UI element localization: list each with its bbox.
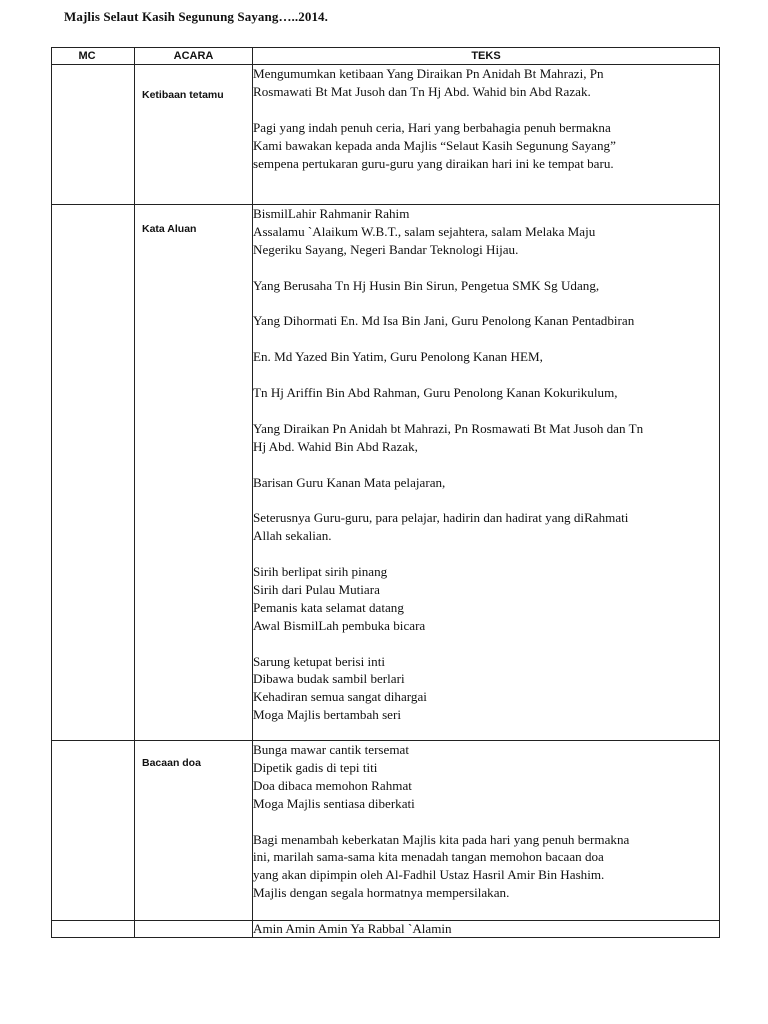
teks-line: Moga Majlis sentiasa diberkati (253, 795, 415, 811)
program-script-table (51, 47, 720, 938)
teks-paragraph (253, 420, 719, 456)
table-row (52, 65, 720, 205)
teks-line: Pagi yang indah penuh ceria, Hari yang berbahagia penuh bermakna (253, 119, 611, 135)
teks-line: Barisan Guru Kanan Mata pelajaran, (253, 474, 446, 490)
teks-line: ini, marilah sama-sama kita menadah tangan memohon bacaan doa (253, 849, 604, 865)
teks-cell (253, 65, 720, 205)
teks-line: Allah sekalian. (253, 528, 332, 544)
teks-paragraph (253, 65, 719, 101)
teks-line: sempena pertukaran guru-guru yang diraikan hari ini ke tempat baru. (253, 155, 614, 171)
teks-line: Tn Hj Ariffin Bin Abd Rahman, Guru Penolong Kanan Kokurikulum, (253, 385, 618, 400)
page-title: Majlis Selaut Kasih Segunung Sayang…..2014. (64, 9, 328, 24)
teks-paragraph (253, 509, 719, 545)
teks-line: Negeriku Sayang, Negeri Bandar Teknologi Hijau. (253, 241, 519, 257)
teks-paragraph (253, 563, 719, 635)
teks-line: Sirih dari Pulau Mutiara (253, 581, 380, 597)
table-row (52, 921, 720, 938)
mc-cell (52, 65, 135, 205)
mc-cell (52, 921, 135, 938)
teks-line: Awal BismilLah pembuka bicara (253, 617, 426, 633)
teks-line: Dipetik gadis di tepi titi (253, 759, 378, 775)
table-row (52, 205, 720, 741)
acara-cell (135, 65, 253, 205)
teks-paragraph (253, 312, 719, 330)
teks-line: Kami bawakan kepada anda Majlis “Selaut Kasih Segunung Sayang” (253, 137, 616, 153)
acara-cell (135, 921, 253, 938)
teks-line: Sirih berlipat sirih pinang (253, 564, 388, 579)
header-acara: ACARA (135, 48, 253, 65)
teks-line: Mengumumkan ketibaan Yang Diraikan Pn Anidah Bt Mahrazi, Pn (253, 66, 604, 81)
teks-line: Yang Berusaha Tn Hj Husin Bin Sirun, Pengetua SMK Sg Udang, (253, 277, 600, 293)
table-header-row (52, 48, 720, 65)
teks-cell (253, 741, 720, 921)
teks-paragraph (253, 921, 719, 937)
teks-paragraph (253, 653, 719, 725)
acara-label: Kata Aluan (142, 223, 197, 235)
teks-line: Sarung ketupat berisi inti (253, 653, 386, 669)
teks-paragraph (253, 384, 719, 402)
teks-paragraph (253, 119, 719, 173)
header-mc: MC (52, 48, 135, 65)
teks-line: Bunga mawar cantik tersemat (253, 742, 409, 757)
teks-line: yang akan dipimpin oleh Al-Fadhil Ustaz Hasril Amir Bin Hashim. (253, 867, 605, 883)
teks-paragraph (253, 277, 719, 295)
teks-line: Dibawa budak sambil berlari (253, 671, 405, 687)
teks-line: Moga Majlis bertambah seri (253, 707, 401, 723)
mc-cell (52, 741, 135, 921)
teks-line: BismilLahir Rahmanir Rahim (253, 206, 410, 221)
teks-line: Kehadiran semua sangat dihargai (253, 689, 427, 705)
table-body (52, 65, 720, 938)
teks-paragraph (253, 348, 719, 366)
teks-line: Seterusnya Guru-guru, para pelajar, hadirin dan hadirat yang diRahmati (253, 510, 629, 526)
acara-cell (135, 205, 253, 741)
teks-paragraph (253, 741, 719, 813)
teks-cell (253, 921, 720, 938)
mc-cell (52, 205, 135, 741)
teks-cell (253, 205, 720, 741)
teks-line: Rosmawati Bt Mat Jusoh dan Tn Hj Abd. Wahid bin Abd Razak. (253, 83, 591, 99)
teks-line: Bagi menambah keberkatan Majlis kita pada hari yang penuh bermakna (253, 831, 630, 847)
teks-line: Majlis dengan segala hormatnya mempersilakan. (253, 885, 510, 901)
teks-line: Yang Dihormati En. Md Isa Bin Jani, Guru Penolong Kanan Pentadbiran (253, 313, 635, 329)
header-teks: TEKS (253, 48, 720, 65)
teks-line: En. Md Yazed Bin Yatim, Guru Penolong Kanan HEM, (253, 349, 543, 365)
acara-label: Bacaan doa (142, 757, 201, 769)
table-row (52, 741, 720, 921)
teks-paragraph (253, 831, 719, 903)
teks-line: Assalamu `Alaikum W.B.T., salam sejahtera, salam Melaka Maju (253, 223, 596, 239)
teks-paragraph (253, 205, 719, 259)
teks-paragraph (253, 474, 719, 492)
teks-line: Hj Abd. Wahid Bin Abd Razak, (253, 438, 418, 454)
teks-line: Pemanis kata selamat datang (253, 599, 404, 615)
teks-line: Amin Amin Amin Ya Rabbal `Alamin (253, 921, 452, 936)
teks-line: Doa dibaca memohon Rahmat (253, 777, 412, 793)
acara-label: Ketibaan tetamu (142, 89, 224, 101)
teks-line: Yang Diraikan Pn Anidah bt Mahrazi, Pn Rosmawati Bt Mat Jusoh dan Tn (253, 420, 644, 436)
acara-cell (135, 741, 253, 921)
